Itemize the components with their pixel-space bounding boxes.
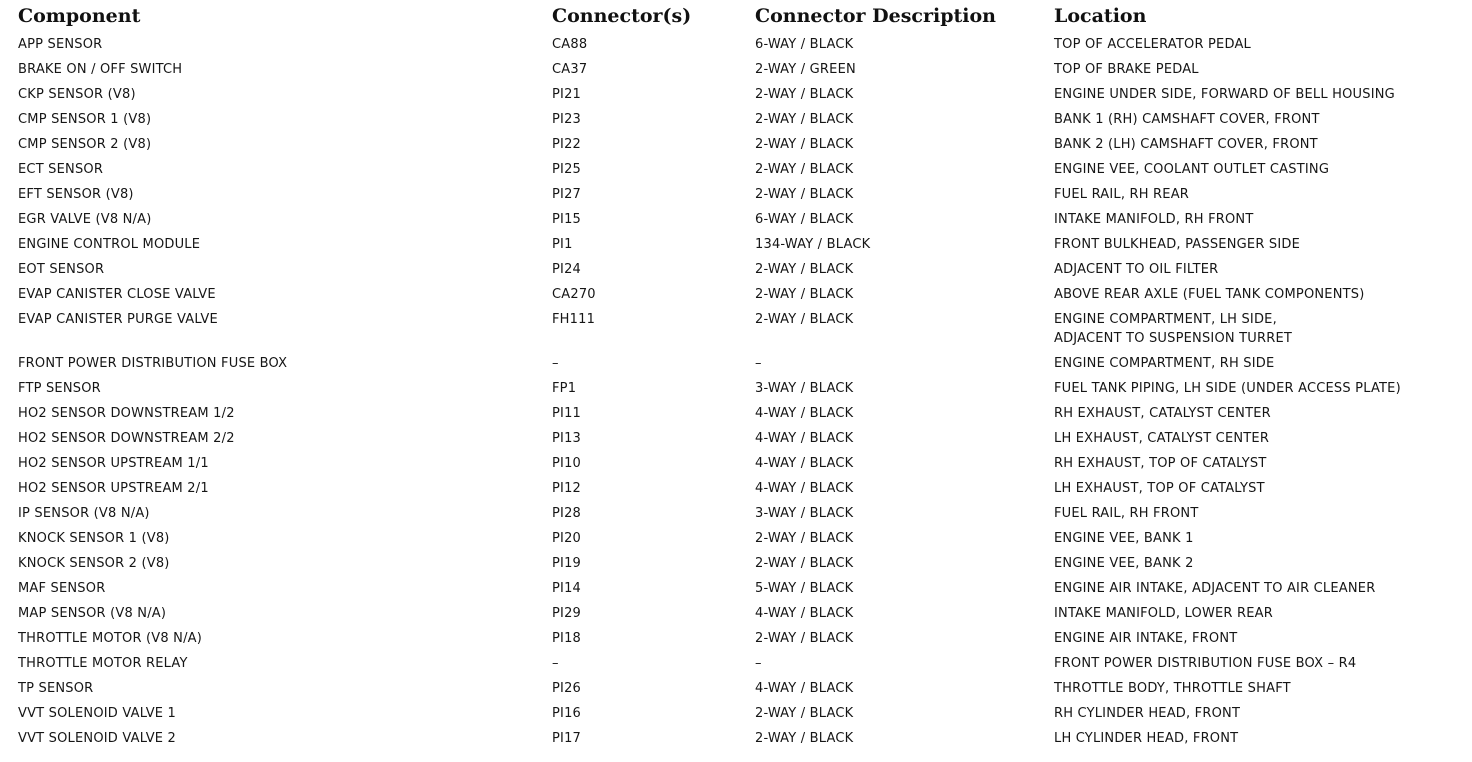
header-location: Location <box>1054 5 1147 27</box>
cell-component: KNOCK SENSOR 1 (V8) <box>18 531 170 546</box>
cell-component: BRAKE ON / OFF SWITCH <box>18 62 183 77</box>
cell-location: ENGINE COMPARTMENT, RH SIDE <box>1054 356 1275 371</box>
cell-connector: PI12 <box>552 481 582 496</box>
table-row <box>0 429 1472 454</box>
cell-connector-description: 2-WAY / GREEN <box>755 62 856 77</box>
cell-connector-description: – <box>755 356 762 371</box>
cell-connector: FH111 <box>552 312 596 327</box>
table-row <box>0 679 1472 704</box>
cell-component: ECT SENSOR <box>18 162 104 177</box>
cell-component: EOT SENSOR <box>18 262 105 277</box>
cell-location: ENGINE UNDER SIDE, FORWARD OF BELL HOUSING <box>1054 87 1395 102</box>
cell-location: ENGINE VEE, COOLANT OUTLET CASTING <box>1054 162 1330 177</box>
cell-location: ENGINE VEE, BANK 1 <box>1054 531 1194 546</box>
table-row <box>0 185 1472 210</box>
cell-component: FRONT POWER DISTRIBUTION FUSE BOX <box>18 356 288 371</box>
cell-connector-description: 2-WAY / BLACK <box>755 162 854 177</box>
table-row <box>0 654 1472 679</box>
cell-connector-description: 4-WAY / BLACK <box>755 431 854 446</box>
cell-connector-description: 2-WAY / BLACK <box>755 731 854 746</box>
cell-location: INTAKE MANIFOLD, RH FRONT <box>1054 212 1254 227</box>
table-header <box>0 3 1472 29</box>
cell-location: BANK 1 (RH) CAMSHAFT COVER, FRONT <box>1054 112 1320 127</box>
cell-connector: PI18 <box>552 631 582 646</box>
header-component: Component <box>18 5 141 27</box>
cell-connector: CA270 <box>552 287 596 302</box>
cell-connector: PI26 <box>552 681 582 696</box>
cell-connector-description: 2-WAY / BLACK <box>755 87 854 102</box>
table-row <box>0 404 1472 429</box>
cell-component: FTP SENSOR <box>18 381 101 396</box>
cell-location: FUEL RAIL, RH FRONT <box>1054 506 1199 521</box>
cell-location: ENGINE AIR INTAKE, ADJACENT TO AIR CLEANER <box>1054 581 1376 596</box>
cell-component: MAP SENSOR (V8 N/A) <box>18 606 167 621</box>
cell-location: FUEL TANK PIPING, LH SIDE (UNDER ACCESS PLATE) <box>1054 381 1401 396</box>
cell-location: RH EXHAUST, CATALYST CENTER <box>1054 406 1271 421</box>
cell-location: FRONT POWER DISTRIBUTION FUSE BOX – R4 <box>1054 656 1357 671</box>
cell-location: ENGINE COMPARTMENT, LH SIDE, ADJACENT TO SUSPENSION TURRET <box>1054 312 1293 346</box>
cell-component: HO2 SENSOR UPSTREAM 1/1 <box>18 456 209 471</box>
table-row <box>0 629 1472 654</box>
table-row <box>0 454 1472 479</box>
cell-location: LH EXHAUST, TOP OF CATALYST <box>1054 481 1265 496</box>
cell-location: RH CYLINDER HEAD, FRONT <box>1054 706 1241 721</box>
table-row <box>0 604 1472 629</box>
header-connectors: Connector(s) <box>552 5 692 27</box>
cell-connector: PI17 <box>552 731 582 746</box>
cell-connector-description: 3-WAY / BLACK <box>755 506 854 521</box>
cell-location: FRONT BULKHEAD, PASSENGER SIDE <box>1054 237 1301 252</box>
table-row <box>0 504 1472 529</box>
table-row <box>0 160 1472 185</box>
cell-component: IP SENSOR (V8 N/A) <box>18 506 150 521</box>
cell-component: CKP SENSOR (V8) <box>18 87 136 102</box>
cell-connector-description: 4-WAY / BLACK <box>755 481 854 496</box>
cell-connector-description: 2-WAY / BLACK <box>755 312 854 327</box>
cell-component: APP SENSOR <box>18 37 103 52</box>
cell-connector: PI19 <box>552 556 582 571</box>
table-row <box>0 729 1472 754</box>
table-body <box>0 35 1472 754</box>
cell-connector-description: 3-WAY / BLACK <box>755 381 854 396</box>
cell-component: THROTTLE MOTOR RELAY <box>18 656 188 671</box>
cell-connector: PI16 <box>552 706 582 721</box>
table-row <box>0 310 1472 354</box>
table-row <box>0 354 1472 379</box>
cell-connector: CA37 <box>552 62 588 77</box>
cell-connector-description: 4-WAY / BLACK <box>755 406 854 421</box>
cell-component: HO2 SENSOR UPSTREAM 2/1 <box>18 481 209 496</box>
table-row <box>0 285 1472 310</box>
cell-location: ABOVE REAR AXLE (FUEL TANK COMPONENTS) <box>1054 287 1365 302</box>
cell-connector: PI29 <box>552 606 582 621</box>
cell-component: CMP SENSOR 2 (V8) <box>18 137 152 152</box>
table-row <box>0 210 1472 235</box>
table-row <box>0 554 1472 579</box>
cell-location: LH CYLINDER HEAD, FRONT <box>1054 731 1239 746</box>
cell-connector-description: 2-WAY / BLACK <box>755 187 854 202</box>
cell-connector: PI10 <box>552 456 582 471</box>
cell-component: EFT SENSOR (V8) <box>18 187 134 202</box>
cell-component: HO2 SENSOR DOWNSTREAM 2/2 <box>18 431 235 446</box>
cell-connector-description: 4-WAY / BLACK <box>755 456 854 471</box>
cell-connector-description: 2-WAY / BLACK <box>755 287 854 302</box>
cell-connector: FP1 <box>552 381 577 396</box>
cell-connector: PI21 <box>552 87 582 102</box>
table-row <box>0 85 1472 110</box>
cell-component: VVT SOLENOID VALVE 1 <box>18 706 177 721</box>
cell-component: VVT SOLENOID VALVE 2 <box>18 731 177 746</box>
cell-connector: – <box>552 356 559 371</box>
cell-location: ENGINE VEE, BANK 2 <box>1054 556 1194 571</box>
cell-location: TOP OF BRAKE PEDAL <box>1054 62 1199 77</box>
cell-connector-description: 4-WAY / BLACK <box>755 606 854 621</box>
table-row <box>0 60 1472 85</box>
cell-connector: PI23 <box>552 112 582 127</box>
cell-connector: PI25 <box>552 162 582 177</box>
cell-connector: PI22 <box>552 137 582 152</box>
table-row <box>0 135 1472 160</box>
cell-connector-description: 2-WAY / BLACK <box>755 531 854 546</box>
cell-location: BANK 2 (LH) CAMSHAFT COVER, FRONT <box>1054 137 1318 152</box>
cell-connector-description: 6-WAY / BLACK <box>755 37 854 52</box>
cell-component: EVAP CANISTER PURGE VALVE <box>18 312 218 327</box>
cell-component: CMP SENSOR 1 (V8) <box>18 112 152 127</box>
cell-connector-description: 2-WAY / BLACK <box>755 706 854 721</box>
cell-connector-description: 134-WAY / BLACK <box>755 237 871 252</box>
cell-connector-description: 6-WAY / BLACK <box>755 212 854 227</box>
cell-component: EGR VALVE (V8 N/A) <box>18 212 152 227</box>
cell-location: FUEL RAIL, RH REAR <box>1054 187 1190 202</box>
table-row <box>0 110 1472 135</box>
cell-component: EVAP CANISTER CLOSE VALVE <box>18 287 216 302</box>
cell-connector: PI13 <box>552 431 582 446</box>
cell-location: TOP OF ACCELERATOR PEDAL <box>1054 37 1251 52</box>
cell-connector: PI24 <box>552 262 582 277</box>
cell-connector: PI1 <box>552 237 573 252</box>
table-row <box>0 579 1472 604</box>
cell-connector-description: 2-WAY / BLACK <box>755 262 854 277</box>
cell-connector: – <box>552 656 559 671</box>
table-row <box>0 35 1472 60</box>
table-row <box>0 704 1472 729</box>
cell-connector-description: 4-WAY / BLACK <box>755 681 854 696</box>
cell-connector-description: – <box>755 656 762 671</box>
cell-location: INTAKE MANIFOLD, LOWER REAR <box>1054 606 1273 621</box>
cell-component: KNOCK SENSOR 2 (V8) <box>18 556 170 571</box>
cell-connector: PI11 <box>552 406 582 421</box>
table-row <box>0 235 1472 260</box>
cell-connector: PI28 <box>552 506 582 521</box>
header-connector-description: Connector Description <box>755 5 996 27</box>
cell-connector-description: 2-WAY / BLACK <box>755 137 854 152</box>
cell-component: ENGINE CONTROL MODULE <box>18 237 201 252</box>
cell-connector: PI15 <box>552 212 582 227</box>
cell-connector-description: 2-WAY / BLACK <box>755 112 854 127</box>
table-row <box>0 260 1472 285</box>
cell-location: ENGINE AIR INTAKE, FRONT <box>1054 631 1238 646</box>
cell-component: HO2 SENSOR DOWNSTREAM 1/2 <box>18 406 235 421</box>
cell-component: THROTTLE MOTOR (V8 N/A) <box>18 631 203 646</box>
cell-component: TP SENSOR <box>18 681 94 696</box>
cell-location: ADJACENT TO OIL FILTER <box>1054 262 1219 277</box>
cell-connector-description: 2-WAY / BLACK <box>755 631 854 646</box>
table-row <box>0 529 1472 554</box>
cell-connector-description: 2-WAY / BLACK <box>755 556 854 571</box>
cell-connector: PI14 <box>552 581 582 596</box>
cell-connector: PI27 <box>552 187 582 202</box>
cell-location: LH EXHAUST, CATALYST CENTER <box>1054 431 1270 446</box>
table-row <box>0 379 1472 404</box>
cell-location: THROTTLE BODY, THROTTLE SHAFT <box>1054 681 1291 696</box>
cell-location: RH EXHAUST, TOP OF CATALYST <box>1054 456 1267 471</box>
cell-connector: PI20 <box>552 531 582 546</box>
cell-connector: CA88 <box>552 37 588 52</box>
table-row <box>0 479 1472 504</box>
cell-component: MAF SENSOR <box>18 581 106 596</box>
cell-connector-description: 5-WAY / BLACK <box>755 581 854 596</box>
